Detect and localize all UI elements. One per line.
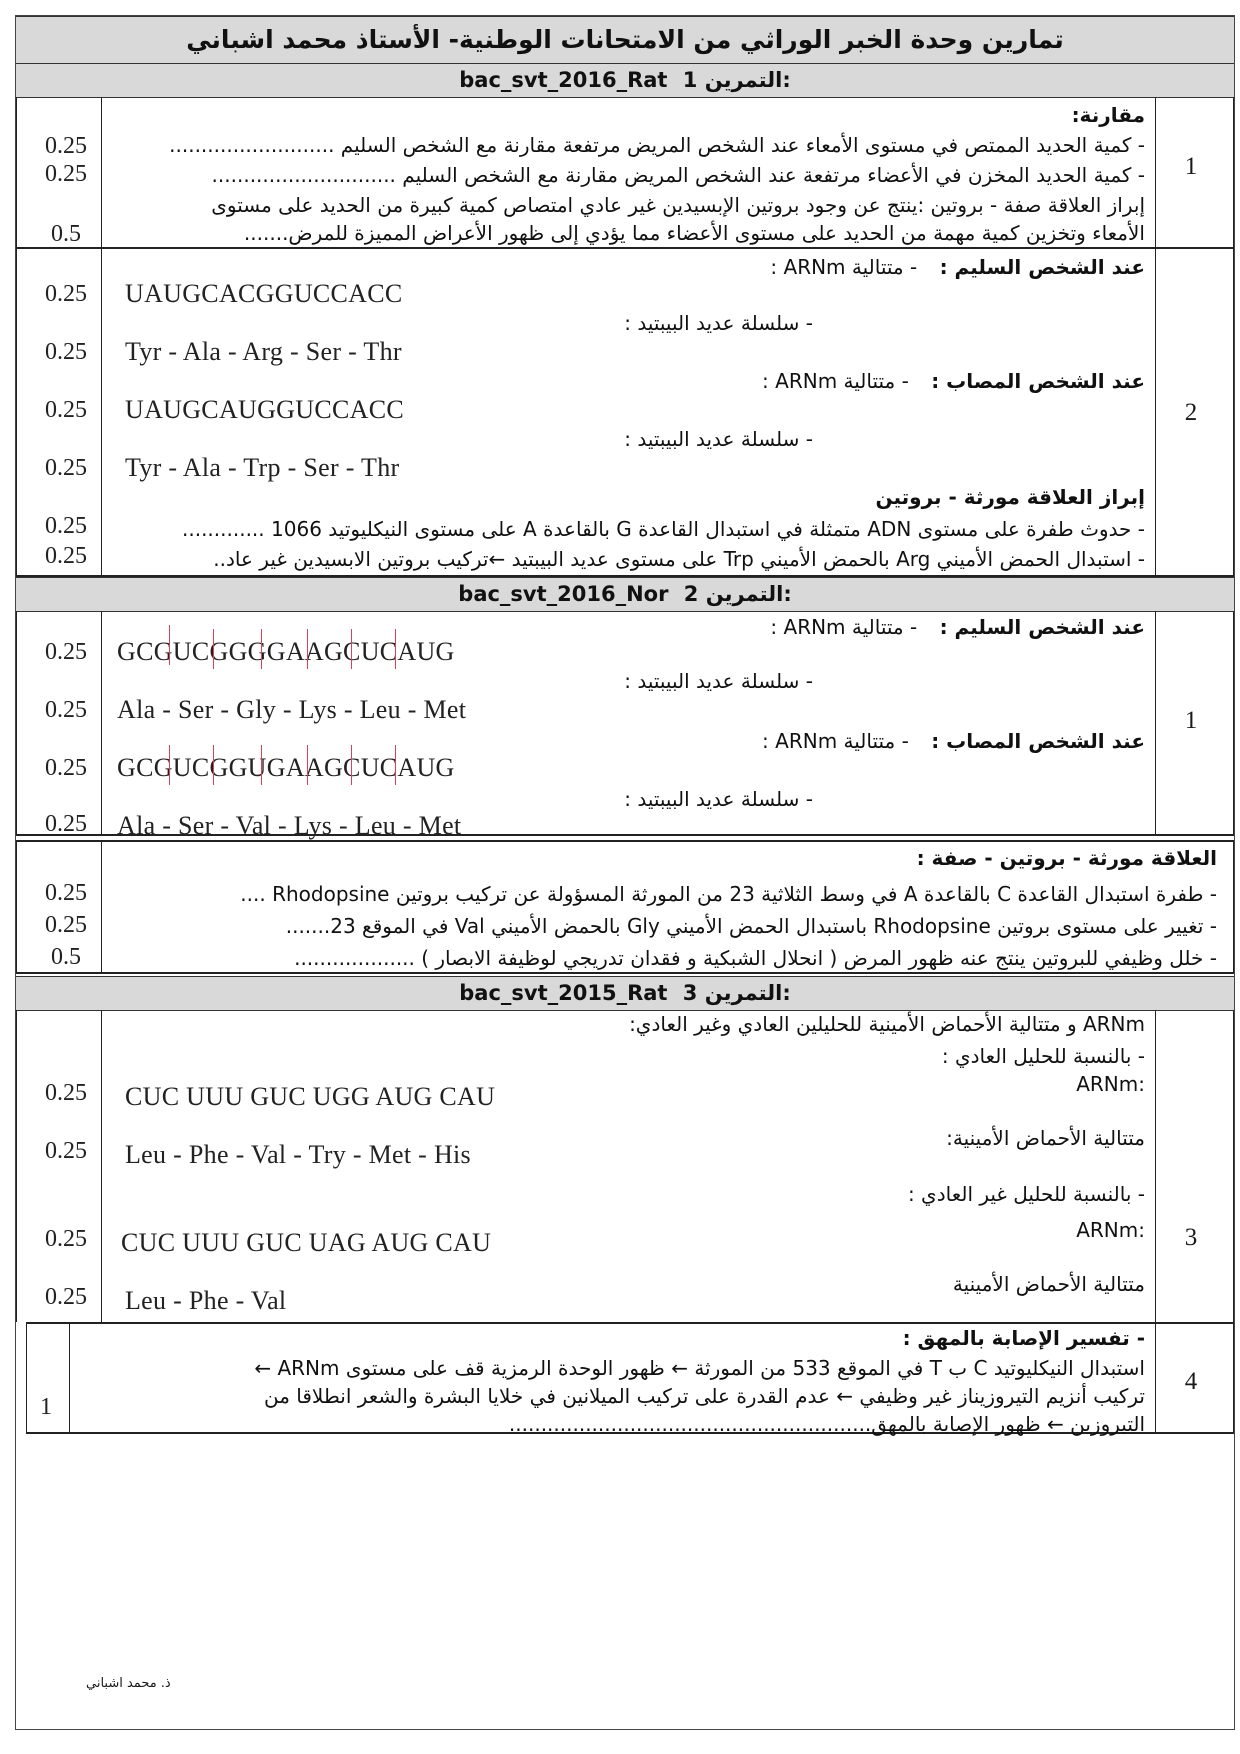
points-value: 0.25 <box>45 133 87 159</box>
points-value: 0.25 <box>45 513 87 539</box>
healthy-peptide-sequence: Tyr - Ala - Arg - Ser - Thr <box>125 337 402 366</box>
points-value: 0.25 <box>45 339 87 365</box>
peptide-label: - سلسلة عديد البيبتيد : <box>624 311 813 335</box>
exercise-2-header <box>16 577 1234 612</box>
healthy-person-row <box>770 615 1145 639</box>
answer-line: إبراز العلاقة صفة - بروتين :ينتج عن وجود بروتين الإبسيدين غير عادي امتصاص كمية كبيرة من الحديد على مستوى <box>211 193 1145 217</box>
section-heading: - تفسير الإصابة بالمهق : <box>902 1326 1145 1350</box>
points-value: 0.25 <box>45 1226 87 1252</box>
sick-mrna-sequence: GCGUCGGUGAAGCUCAUG <box>117 753 455 782</box>
answer-line: تركيب أنزيم التيروزيناز غير وظيفي ← عدم القدرة على تركيب الميلانين في خلايا البشرة والشعر انطلاقا من <box>263 1384 1145 1408</box>
points-value: 0.5 <box>51 221 81 247</box>
codon-separator-mark <box>351 745 352 785</box>
mrna-label: :ARNm <box>1076 1072 1145 1096</box>
points-value: 0.25 <box>45 455 87 481</box>
codon-separator-mark <box>261 629 262 669</box>
exercise-label: التمرين 1: <box>682 68 791 92</box>
answer-line: - حدوث طفرة على مستوى ADN متمثلة في استبدال القاعدة G بالقاعدة A على مستوى النيكليوتيد 1066 ............. <box>182 517 1145 541</box>
points-value: 0.25 <box>45 1138 87 1164</box>
exercise-label: التمرين 3: <box>682 981 791 1005</box>
healthy-peptide-sequence: Ala - Ser - Gly - Lys - Leu - Met <box>117 695 467 724</box>
exercise-2-question-1 <box>16 611 1234 840</box>
points-value: 0.25 <box>45 161 87 187</box>
answer-line: التيروزين ← ظهور الإصابة بالمهق......................................................... <box>508 1412 1145 1436</box>
codon-separator-mark <box>307 745 308 785</box>
answer-line: استبدال النيكليوتيد C ب T في الموقع 533 من المورثة ← ظهور الوحدة الرمزية قف على مستوى ARNm ← <box>254 1356 1145 1380</box>
exercise-2-question-2 <box>16 840 1234 974</box>
exercise-1-question-2 <box>16 249 1234 577</box>
section-heading: مقارنة: <box>1071 103 1145 127</box>
question-number: 1 <box>1184 153 1198 180</box>
points-value: 1 <box>40 1394 52 1420</box>
abnormal-amino-acid-sequence: Leu - Phe - Val <box>125 1286 287 1315</box>
exercise-1-header <box>16 63 1234 98</box>
answer-line: - كمية الحديد المخزن في الأعضاء مرتفعة عند الشخص المريض مقارنة مع الشخص السليم ............................. <box>211 163 1145 187</box>
codon-separator-mark <box>395 629 396 669</box>
intro-line: ARNm و متتالية الأحماض الأمينية للحليلين العادي وغير العادي: <box>629 1012 1145 1036</box>
codon-separator-mark <box>213 745 214 785</box>
exercise-1-question-1 <box>16 97 1234 249</box>
points-value: 0.25 <box>45 1080 87 1106</box>
mrna-label: - متتالية ARNm : <box>762 729 909 753</box>
points-value: 0.25 <box>45 755 87 781</box>
points-value: 0.25 <box>45 811 87 837</box>
exercise-3-header <box>16 976 1234 1011</box>
healthy-person-row <box>770 255 1145 279</box>
exercise-3-question-4 <box>26 1322 1234 1434</box>
author-signature: ذ. محمد اشباني <box>86 1676 171 1691</box>
exercise-code: bac_svt_2016_Rat <box>459 68 668 92</box>
sick-peptide-sequence: Ala - Ser - Val - Lys - Leu - Met <box>117 811 462 840</box>
codon-separator-mark <box>169 745 170 785</box>
question-number: 1 <box>1184 707 1198 734</box>
healthy-label: عند الشخص السليم : <box>939 615 1145 639</box>
question-number: 3 <box>1184 1224 1198 1251</box>
codon-separator-mark <box>307 629 308 669</box>
answer-line: - طفرة استبدال القاعدة C بالقاعدة A في وسط الثلاثية 23 من المورثة المسؤولة عن تركيب بروتين Rhodopsine .... <box>240 882 1217 906</box>
sick-peptide-sequence: Tyr - Ala - Trp - Ser - Thr <box>125 453 400 482</box>
peptide-label: - سلسلة عديد البيبتيد : <box>624 669 813 693</box>
points-value: 0.25 <box>45 697 87 723</box>
exam-page <box>15 15 1235 1730</box>
codon-separator-mark <box>213 629 214 669</box>
codon-separator-mark <box>395 745 396 785</box>
points-value: 0.25 <box>45 639 87 665</box>
codon-separator-mark <box>351 629 352 669</box>
points-value: 0.25 <box>45 543 87 569</box>
answer-line: - خلل وظيفي للبروتين ينتج عنه ظهور المرض ( انحلال الشبكية و فقدان تدريجي لوظيفة الابصار ) ................... <box>294 946 1217 970</box>
sick-label: عند الشخص المصاب : <box>931 729 1145 753</box>
question-number: 2 <box>1184 399 1198 426</box>
healthy-label: عند الشخص السليم : <box>939 255 1145 279</box>
codon-separator-mark <box>261 745 262 785</box>
healthy-mrna-sequence: UAUGCACGGUCCACC <box>125 279 403 308</box>
sick-person-row <box>762 369 1145 393</box>
healthy-mrna-sequence: GCGUCGGGGAAGCUCAUG <box>117 637 455 666</box>
sick-person-row <box>762 729 1145 753</box>
mrna-label: - متتالية ARNm : <box>770 255 918 279</box>
points-value: 0.25 <box>45 397 87 423</box>
points-value: 0.25 <box>45 880 87 906</box>
mrna-label: - متتالية ARNm : <box>762 369 909 393</box>
question-number: 4 <box>1184 1368 1198 1395</box>
peptide-label: - سلسلة عديد البيبتيد : <box>624 427 813 451</box>
sick-label: عند الشخص المصاب : <box>931 369 1145 393</box>
abnormal-mrna-sequence: CUC UUU GUC UAG AUG CAU <box>121 1228 492 1257</box>
amino-acid-label: متتالية الأحماض الأمينية: <box>946 1126 1145 1150</box>
sick-mrna-sequence: UAUGCAUGGUCCACC <box>125 395 404 424</box>
answer-line: - كمية الحديد الممتص في مستوى الأمعاء عند الشخص المريض مرتفعة مقارنة مع الشخص السليم .......................... <box>169 133 1145 157</box>
normal-mrna-sequence: CUC UUU GUC UGG AUG CAU <box>125 1082 496 1111</box>
points-value: 0.25 <box>45 912 87 938</box>
codon-separator-mark <box>169 625 170 665</box>
answer-line: - تغيير على مستوى بروتين Rhodopsine باستبدال الحمض الأميني Gly بالحمض الأميني Val في الموقع 23....... <box>285 914 1217 938</box>
normal-amino-acid-sequence: Leu - Phe - Val - Try - Met - His <box>125 1140 471 1169</box>
exercise-code: bac_svt_2016_Nor <box>458 582 669 606</box>
points-value: 0.25 <box>45 281 87 307</box>
points-value: 0.25 <box>45 1284 87 1310</box>
exercise-3-question-3 <box>16 1010 1234 1322</box>
exercise-code: bac_svt_2015_Rat <box>459 981 668 1005</box>
mrna-label: - متتالية ARNm : <box>770 615 918 639</box>
normal-allele-label: - بالنسبة للحليل العادي : <box>941 1044 1145 1068</box>
section-heading: إبراز العلاقة مورثة - بروتين <box>875 485 1145 509</box>
answer-line: الأمعاء وتخزين كمية مهمة من الحديد على مستوى الأعضاء مما يؤدي إلى ظهور الأعراض المميزة للمرض....... <box>243 221 1145 245</box>
answer-line: - استبدال الحمض الأميني Arg بالحمض الأميني Trp على مستوى عديد البيبتيد ←تركيب بروتين الابسيدين غير عاد.. <box>213 547 1145 571</box>
points-value: 0.5 <box>51 944 81 970</box>
peptide-label: - سلسلة عديد البيبتيد : <box>624 787 813 811</box>
exercise-label: التمرين 2: <box>683 582 792 606</box>
section-heading: العلاقة مورثة - بروتين - صفة : <box>916 846 1217 870</box>
amino-acid-label: متتالية الأحماض الأمينية <box>952 1272 1145 1296</box>
abnormal-allele-label: - بالنسبة للحليل غير العادي : <box>907 1182 1145 1206</box>
page-title: تمارين وحدة الخبر الوراثي من الامتحانات الوطنية- الأستاذ محمد اشباني <box>16 16 1234 64</box>
mrna-label: :ARNm <box>1076 1218 1145 1242</box>
